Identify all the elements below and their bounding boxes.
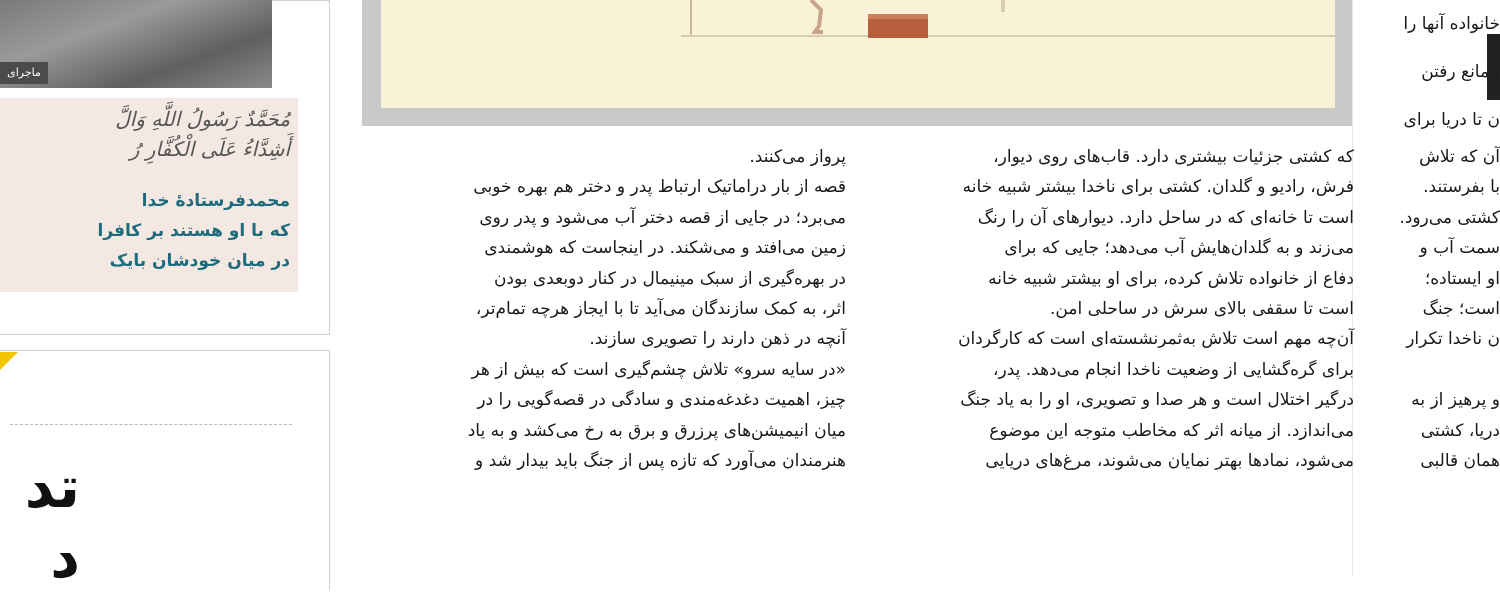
text-line: آن که تلاش <box>1419 147 1500 167</box>
text-line: آن‌چه مهم است تلاش به‌ثمرنشسته‌ای است که کارگردان <box>958 329 1354 350</box>
text-line: است؛ جنگ <box>1422 299 1500 320</box>
text-line: او ایستاده؛ <box>1424 268 1500 289</box>
text-line: هنرمندان می‌آورد که تازه پس از جنگ باید بیدار شد و <box>475 451 846 472</box>
text-line: و پرهیز از به <box>1411 390 1500 411</box>
text-line: قصه از بار دراماتیک ارتباط پدر و دختر هم بهره خوبی <box>473 177 846 198</box>
text-line: می‌شود، نمادها بهتر نمایان می‌شوند، مرغ‌های دریایی <box>985 451 1354 472</box>
article-illustration <box>381 0 1335 108</box>
text-line: با بفرستند. <box>1423 177 1500 198</box>
persian-translation-line: که با او هستند بر کافرا <box>97 221 290 241</box>
persian-translation-line: در میان خودشان بایک <box>109 251 290 271</box>
text-line: سمت آب و <box>1419 238 1500 259</box>
text-line: زمین می‌افتد و می‌شکند. در اینجاست که هوشمندی <box>484 238 846 259</box>
article-column-1 <box>1368 142 1500 476</box>
text-line: است تا خانه‌ای که در ساحل دارد. دیوارهای آن را رنگ <box>977 207 1354 228</box>
text-line: در بهره‌گیری از سبک مینیمال در کنار دوبعدی بودن <box>493 268 846 289</box>
text-line: که کشتی جزئیات بیشتری دارد. قاب‌های روی دیوار، <box>993 147 1354 167</box>
text-line: می‌برد؛ در جایی از قصه دختر آب می‌شود و پدر روی <box>479 207 846 228</box>
text-line: همان قالبی <box>1420 451 1500 472</box>
article-column-2 <box>886 142 1354 476</box>
text-line: میان انیمیشن‌های پرزرق و برق به رخ می‌کشد و به یاد <box>467 420 846 441</box>
text-line: «در سایه سرو» تلاش چشم‌گیری است که بیش از هر <box>471 359 846 380</box>
sidebar-headline-line: د <box>50 523 80 591</box>
text-line <box>1368 355 1500 385</box>
arabic-verse-line: مُحَمَّدٌ رَسُولُ اللَّهِ وَالَّ <box>115 107 290 131</box>
persian-translation-line: محمدفرستادهٔ خدا <box>141 191 290 211</box>
text-line: پرواز می‌کنند. <box>749 147 846 167</box>
text-line: آنچه در ذهن دارند را تصویری سازند. <box>589 329 846 350</box>
text-line: خانواده آنها را <box>1403 14 1500 34</box>
arabic-verse-line: أَشِدَّاءُ عَلَى الْكُفَّارِ رُ <box>129 137 290 161</box>
text-line: ن ناخدا تکرار <box>1406 329 1500 350</box>
dashed-divider <box>10 424 292 425</box>
article-column-3 <box>372 142 846 476</box>
text-line: دریا، کشتی <box>1420 420 1500 441</box>
photo-caption: ماجرای <box>0 62 48 84</box>
article-column-1-top <box>1376 0 1500 153</box>
text-line: برای گره‌گشایی از وضعیت ناخدا انجام می‌دهد. پدر، <box>993 359 1354 380</box>
text-line: است تا سقفی بالای سرش در ساحلی امن. <box>1050 299 1354 320</box>
persian-translation <box>0 186 290 276</box>
text-line: کشتی می‌رود. <box>1399 207 1500 228</box>
text-line: اثر، به کمک سازندگان می‌آید تا با ایجاز هرچه تمام‌تر، <box>475 299 846 320</box>
text-line: می‌زند و به گلدان‌هایش آب می‌دهد؛ جایی که برای <box>1004 238 1354 259</box>
sidebar-headline-line: تد <box>24 453 80 521</box>
text-line: دفاع از خانواده تلاش کرده، برای او بیشتر شبیه خانه <box>988 268 1354 289</box>
text-line: ، مانع رفتن <box>1421 62 1500 82</box>
text-line: فرش، رادیو و گلدان. کشتی برای ناخدا بیشتر شبیه خانه <box>962 177 1354 198</box>
sidebar-headline[interactable] <box>0 452 80 592</box>
text-line: می‌اندازد. از میانه اثر که مخاطب متوجه این موضوع <box>989 420 1354 441</box>
text-line: درگیر اختلال است و هر صدا و تصویری، او را به یاد جنگ <box>960 390 1354 411</box>
text-line: چیز، اهمیت دغدغه‌مندی و سادگی در قصه‌گویی را در <box>477 390 846 411</box>
arabic-verse <box>0 104 290 164</box>
text-line: ن تا دریا برای <box>1403 110 1500 130</box>
yellow-corner-marker <box>0 352 18 370</box>
